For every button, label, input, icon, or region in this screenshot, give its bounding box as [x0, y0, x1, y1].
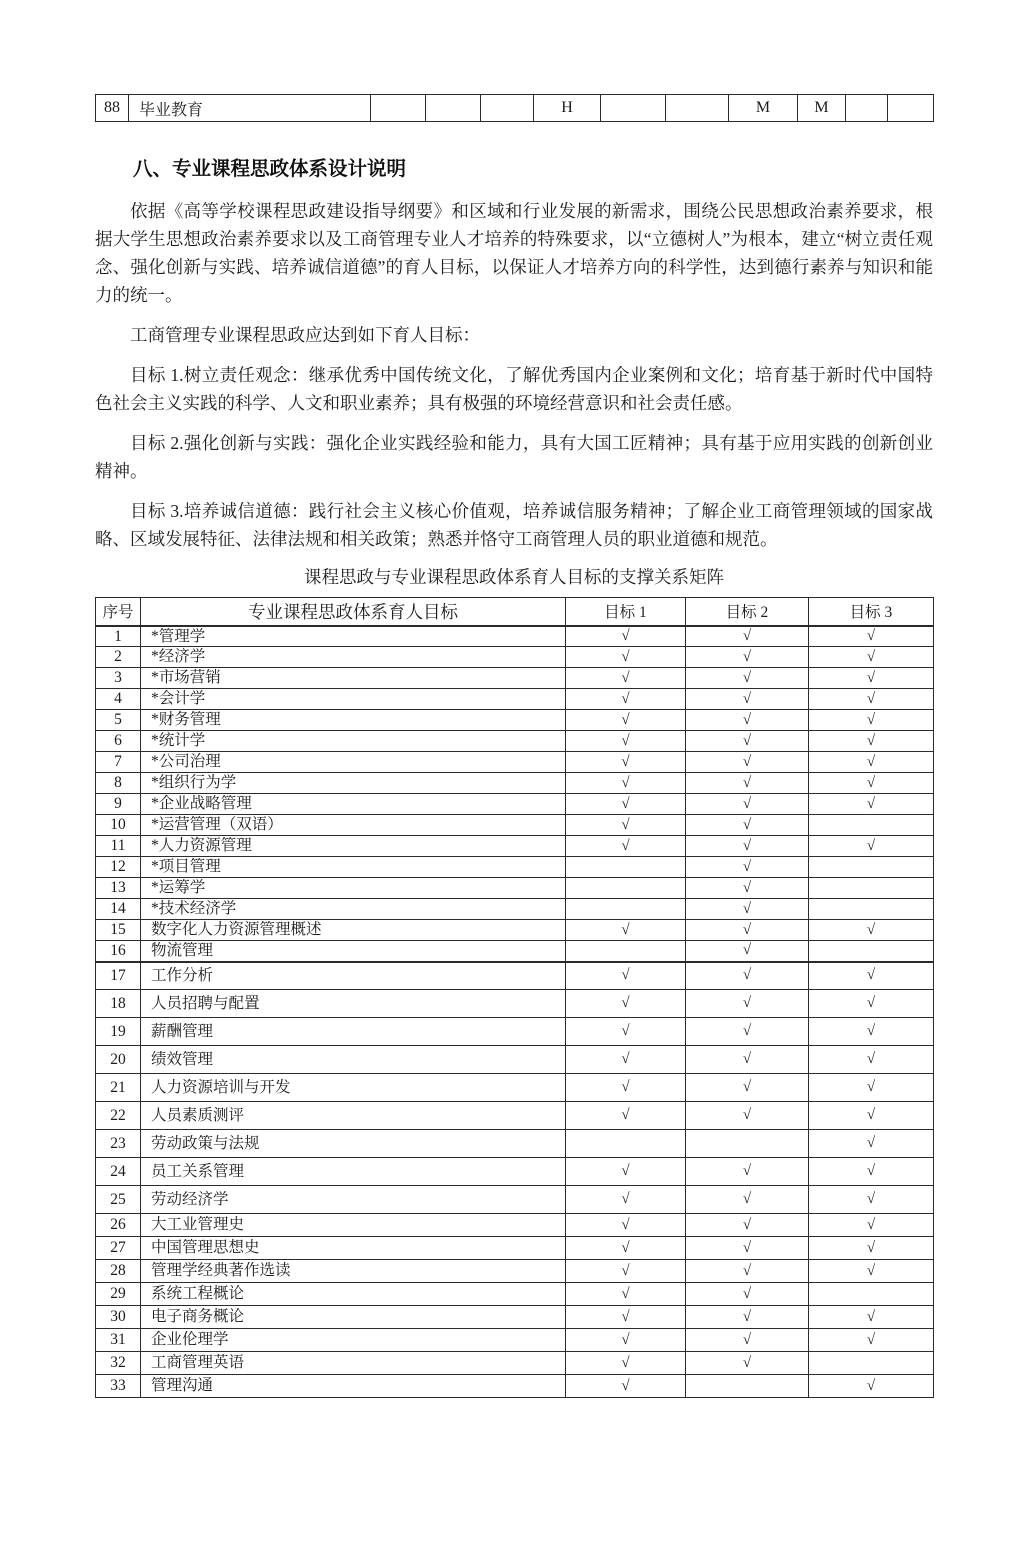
goal-3-check-mark: √ — [809, 1130, 934, 1158]
goal-3-check-mark: √ — [809, 962, 934, 990]
goal-2-check-mark: √ — [686, 1158, 809, 1186]
course-name: 人力资源培训与开发 — [141, 1074, 566, 1102]
row-number: 19 — [96, 1018, 141, 1046]
goal-2-check-mark: √ — [686, 1237, 809, 1260]
goal-3-empty-cell — [809, 941, 934, 962]
goal-2-check-mark: √ — [686, 647, 809, 668]
course-name: 电子商务概论 — [141, 1306, 566, 1329]
goal-2-check-mark: √ — [686, 731, 809, 752]
goal-1-check-mark: √ — [566, 1018, 686, 1046]
goal-2-check-mark: √ — [686, 710, 809, 731]
course-matrix-continuation-table — [95, 94, 934, 122]
course-name: *人力资源管理 — [141, 836, 566, 857]
goal-2-check-mark: √ — [686, 857, 809, 878]
goal-3-empty-cell — [809, 899, 934, 920]
course-name: *企业战略管理 — [141, 794, 566, 815]
row-number: 21 — [96, 1074, 141, 1102]
course-name: *运筹学 — [141, 878, 566, 899]
goal-1-check-mark: √ — [566, 647, 686, 668]
table-row — [96, 1074, 934, 1102]
goal-2-check-mark: √ — [686, 773, 809, 794]
goal-3-check-mark: √ — [809, 920, 934, 941]
support-matrix-table — [95, 597, 934, 1398]
goal-2-check-mark: √ — [686, 1214, 809, 1237]
table-row — [96, 731, 934, 752]
goal-1-check-mark: √ — [566, 815, 686, 836]
goal-1-empty-cell — [566, 899, 686, 920]
rating-cell — [666, 95, 729, 122]
goal-3-check-mark: √ — [809, 1306, 934, 1329]
paragraph: 工商管理专业课程思政应达到如下育人目标： — [130, 325, 480, 345]
row-number: 8 — [96, 773, 141, 794]
row-number: 17 — [96, 962, 141, 990]
table-row — [96, 710, 934, 731]
course-name: *会计学 — [141, 689, 566, 710]
course-name: 薪酬管理 — [141, 1018, 566, 1046]
goal-1-empty-cell — [566, 1130, 686, 1158]
table-row — [96, 920, 934, 941]
row-number: 16 — [96, 941, 141, 962]
course-name: 工商管理英语 — [141, 1352, 566, 1375]
goal-2-check-mark: √ — [686, 920, 809, 941]
row-number: 4 — [96, 689, 141, 710]
goal-3-check-mark: √ — [809, 1074, 934, 1102]
goal-1-check-mark: √ — [566, 626, 686, 647]
goal-1-check-mark: √ — [566, 1260, 686, 1283]
course-name: 人员招聘与配置 — [141, 990, 566, 1018]
table-row — [96, 1375, 934, 1398]
rating-cell: H — [534, 95, 601, 122]
goal-3-check-mark: √ — [809, 773, 934, 794]
page-content — [95, 94, 933, 1398]
course-name: 绩效管理 — [141, 1046, 566, 1074]
rating-cell — [371, 95, 426, 122]
goal-3-empty-cell — [809, 1283, 934, 1306]
header-row — [96, 598, 934, 626]
goal-2-check-mark: √ — [686, 1283, 809, 1306]
row-number: 3 — [96, 668, 141, 689]
goal-3-check-mark: √ — [809, 1102, 934, 1130]
row-number: 30 — [96, 1306, 141, 1329]
section-body — [95, 197, 933, 553]
row-number: 5 — [96, 710, 141, 731]
table-row — [96, 1046, 934, 1074]
rating-cell — [426, 95, 481, 122]
goal-1-check-mark: √ — [566, 990, 686, 1018]
goal-2-check-mark: √ — [686, 752, 809, 773]
row-number: 23 — [96, 1130, 141, 1158]
paragraph: 依据《高等学校课程思政建设指导纲要》和区域和行业发展的新需求，围绕公民思想政治素养要求，根据大学生思想政治素养要求以及工商管理专业人才培养的特殊要求，以“立德树人”为根本，建立“树立责任观念、强化创新与实践、培养诚信道德”的育人目标，以保证人才培养方向的科学性，达到德行素养与知识和能力的统一。 — [95, 201, 933, 305]
row-number: 88 — [96, 95, 129, 122]
goal-3-check-mark: √ — [809, 731, 934, 752]
goal-3-check-mark: √ — [809, 1375, 934, 1398]
column-header-index: 序号 — [96, 598, 141, 626]
goal-3-check-mark: √ — [809, 990, 934, 1018]
table-row — [96, 1102, 934, 1130]
rating-cell — [888, 95, 934, 122]
course-name: 中国管理思想史 — [141, 1237, 566, 1260]
table-row — [96, 1352, 934, 1375]
course-name: *财务管理 — [141, 710, 566, 731]
goal-1-check-mark: √ — [566, 752, 686, 773]
row-number: 20 — [96, 1046, 141, 1074]
row-number: 33 — [96, 1375, 141, 1398]
row-number: 12 — [96, 857, 141, 878]
course-name: *项目管理 — [141, 857, 566, 878]
goal-3-empty-cell — [809, 1352, 934, 1375]
row-number: 13 — [96, 878, 141, 899]
row-number: 31 — [96, 1329, 141, 1352]
row-number: 18 — [96, 990, 141, 1018]
goal-1-check-mark: √ — [566, 1237, 686, 1260]
goal-2-check-mark: √ — [686, 941, 809, 962]
goal-2-check-mark: √ — [686, 815, 809, 836]
course-name: 毕业教育 — [129, 95, 371, 122]
goal-1-check-mark: √ — [566, 731, 686, 752]
goal-3-check-mark: √ — [809, 1046, 934, 1074]
row-number: 1 — [96, 626, 141, 647]
goal-3-check-mark: √ — [809, 1018, 934, 1046]
course-name: *管理学 — [141, 626, 566, 647]
table-caption: 课程思政与专业课程思政体系育人目标的支撑关系矩阵 — [304, 567, 724, 587]
column-header-goal-3: 目标 3 — [809, 598, 934, 626]
table-row — [96, 1237, 934, 1260]
table-row — [96, 1260, 934, 1283]
row-number: 14 — [96, 899, 141, 920]
goal-2-check-mark: √ — [686, 962, 809, 990]
table-row — [96, 95, 934, 122]
table-row — [96, 1186, 934, 1214]
row-number: 7 — [96, 752, 141, 773]
table-row — [96, 857, 934, 878]
course-name: 员工关系管理 — [141, 1158, 566, 1186]
goal-2-check-mark: √ — [686, 668, 809, 689]
goal-1-check-mark: √ — [566, 668, 686, 689]
section-heading: 八、专业课程思政体系设计说明 — [133, 158, 407, 180]
course-name: 企业伦理学 — [141, 1329, 566, 1352]
goal-2-check-mark: √ — [686, 1186, 809, 1214]
goal-3-check-mark: √ — [809, 1237, 934, 1260]
goal-3-check-mark: √ — [809, 1329, 934, 1352]
rating-cell — [846, 95, 888, 122]
course-name: 工作分析 — [141, 962, 566, 990]
row-number: 6 — [96, 731, 141, 752]
rating-cell — [601, 95, 666, 122]
row-number: 22 — [96, 1102, 141, 1130]
table-row — [96, 752, 934, 773]
table-row — [96, 815, 934, 836]
table-row — [96, 1214, 934, 1237]
goal-2-check-mark: √ — [686, 689, 809, 710]
goal-1-check-mark: √ — [566, 1214, 686, 1237]
goal-1-check-mark: √ — [566, 794, 686, 815]
course-name: 管理沟通 — [141, 1375, 566, 1398]
goal-1-check-mark: √ — [566, 1352, 686, 1375]
table-row — [96, 1018, 934, 1046]
column-header-goal-1: 目标 1 — [566, 598, 686, 626]
table-row — [96, 1130, 934, 1158]
course-name: *市场营销 — [141, 668, 566, 689]
column-header-course: 专业课程思政体系育人目标 — [141, 598, 566, 626]
goal-1-check-mark: √ — [566, 1102, 686, 1130]
table-row — [96, 668, 934, 689]
table-row — [96, 990, 934, 1018]
goal-1-check-mark: √ — [566, 1186, 686, 1214]
row-number: 9 — [96, 794, 141, 815]
course-name: *经济学 — [141, 647, 566, 668]
course-name: *运营管理（双语） — [141, 815, 566, 836]
goal-1-check-mark: √ — [566, 1306, 686, 1329]
goal-2-empty-cell — [686, 1375, 809, 1398]
goal-3-check-mark: √ — [809, 794, 934, 815]
goal-2-check-mark: √ — [686, 1352, 809, 1375]
goal-2-check-mark: √ — [686, 1306, 809, 1329]
row-number: 10 — [96, 815, 141, 836]
goal-2-check-mark: √ — [686, 990, 809, 1018]
goal-2-empty-cell — [686, 1130, 809, 1158]
document-page — [0, 94, 1024, 1542]
goal-1-check-mark: √ — [566, 1283, 686, 1306]
table-row — [96, 899, 934, 920]
goal-3-check-mark: √ — [809, 1214, 934, 1237]
table-row — [96, 878, 934, 899]
goal-1-empty-cell — [566, 878, 686, 899]
table-row — [96, 1329, 934, 1352]
row-number: 25 — [96, 1186, 141, 1214]
course-name: 物流管理 — [141, 941, 566, 962]
table-row — [96, 1158, 934, 1186]
paragraph: 目标 2.强化创新与实践：强化企业实践经验和能力，具有大国工匠精神；具有基于应用实践的创新创业精神。 — [95, 433, 933, 481]
goal-3-check-mark: √ — [809, 836, 934, 857]
goal-1-check-mark: √ — [566, 962, 686, 990]
matrix-body — [96, 626, 934, 1398]
table-row — [96, 1283, 934, 1306]
table-row — [96, 647, 934, 668]
rating-cell — [481, 95, 534, 122]
goal-1-check-mark: √ — [566, 836, 686, 857]
table-row — [96, 836, 934, 857]
goal-1-check-mark: √ — [566, 689, 686, 710]
rating-cell: M — [729, 95, 798, 122]
row-number: 15 — [96, 920, 141, 941]
goal-2-check-mark: √ — [686, 878, 809, 899]
course-name: 人员素质测评 — [141, 1102, 566, 1130]
goal-3-check-mark: √ — [809, 647, 934, 668]
goal-1-check-mark: √ — [566, 1375, 686, 1398]
goal-3-empty-cell — [809, 815, 934, 836]
goal-3-check-mark: √ — [809, 710, 934, 731]
course-name: 劳动政策与法规 — [141, 1130, 566, 1158]
row-number: 2 — [96, 647, 141, 668]
goal-2-check-mark: √ — [686, 626, 809, 647]
goal-2-check-mark: √ — [686, 1018, 809, 1046]
course-name: *公司治理 — [141, 752, 566, 773]
table-row — [96, 794, 934, 815]
goal-1-check-mark: √ — [566, 1074, 686, 1102]
table-row — [96, 962, 934, 990]
row-number: 24 — [96, 1158, 141, 1186]
rating-cell: M — [798, 95, 846, 122]
goal-1-check-mark: √ — [566, 920, 686, 941]
goal-2-check-mark: √ — [686, 794, 809, 815]
goal-1-check-mark: √ — [566, 1158, 686, 1186]
goal-2-check-mark: √ — [686, 899, 809, 920]
goal-2-check-mark: √ — [686, 1260, 809, 1283]
goal-2-check-mark: √ — [686, 1329, 809, 1352]
goal-1-empty-cell — [566, 941, 686, 962]
row-number: 11 — [96, 836, 141, 857]
goal-3-check-mark: √ — [809, 626, 934, 647]
row-number: 28 — [96, 1260, 141, 1283]
goal-1-check-mark: √ — [566, 710, 686, 731]
table-row — [96, 773, 934, 794]
course-name: 劳动经济学 — [141, 1186, 566, 1214]
goal-3-check-mark: √ — [809, 689, 934, 710]
goal-3-empty-cell — [809, 878, 934, 899]
course-name: 数字化人力资源管理概述 — [141, 920, 566, 941]
paragraph: 目标 3.培养诚信道德：践行社会主义核心价值观，培养诚信服务精神；了解企业工商管理领域的国家战略、区域发展特征、法律法规和相关政策；熟悉并恪守工商管理人员的职业道德和规范。 — [95, 501, 933, 549]
course-name: *统计学 — [141, 731, 566, 752]
goal-1-check-mark: √ — [566, 1046, 686, 1074]
table-row — [96, 626, 934, 647]
goal-2-check-mark: √ — [686, 1102, 809, 1130]
goal-3-check-mark: √ — [809, 1158, 934, 1186]
goal-2-check-mark: √ — [686, 836, 809, 857]
row-number: 26 — [96, 1214, 141, 1237]
row-number: 27 — [96, 1237, 141, 1260]
table-row — [96, 941, 934, 962]
goal-1-empty-cell — [566, 857, 686, 878]
goal-1-check-mark: √ — [566, 1329, 686, 1352]
course-name: 系统工程概论 — [141, 1283, 566, 1306]
course-name: 管理学经典著作选读 — [141, 1260, 566, 1283]
course-name: *技术经济学 — [141, 899, 566, 920]
goal-3-check-mark: √ — [809, 668, 934, 689]
row-number: 29 — [96, 1283, 141, 1306]
goal-3-check-mark: √ — [809, 1260, 934, 1283]
table-row — [96, 1306, 934, 1329]
table-row — [96, 689, 934, 710]
goal-1-check-mark: √ — [566, 773, 686, 794]
course-name: *组织行为学 — [141, 773, 566, 794]
column-header-goal-2: 目标 2 — [686, 598, 809, 626]
goal-3-check-mark: √ — [809, 1186, 934, 1214]
row-number: 32 — [96, 1352, 141, 1375]
goal-3-check-mark: √ — [809, 752, 934, 773]
goal-2-check-mark: √ — [686, 1074, 809, 1102]
goal-3-empty-cell — [809, 857, 934, 878]
course-name: 大工业管理史 — [141, 1214, 566, 1237]
paragraph: 目标 1.树立责任观念：继承优秀中国传统文化，了解优秀国内企业案例和文化；培育基于新时代中国特色社会主义实践的科学、人文和职业素养；具有极强的环境经营意识和社会责任感。 — [95, 365, 933, 413]
goal-2-check-mark: √ — [686, 1046, 809, 1074]
